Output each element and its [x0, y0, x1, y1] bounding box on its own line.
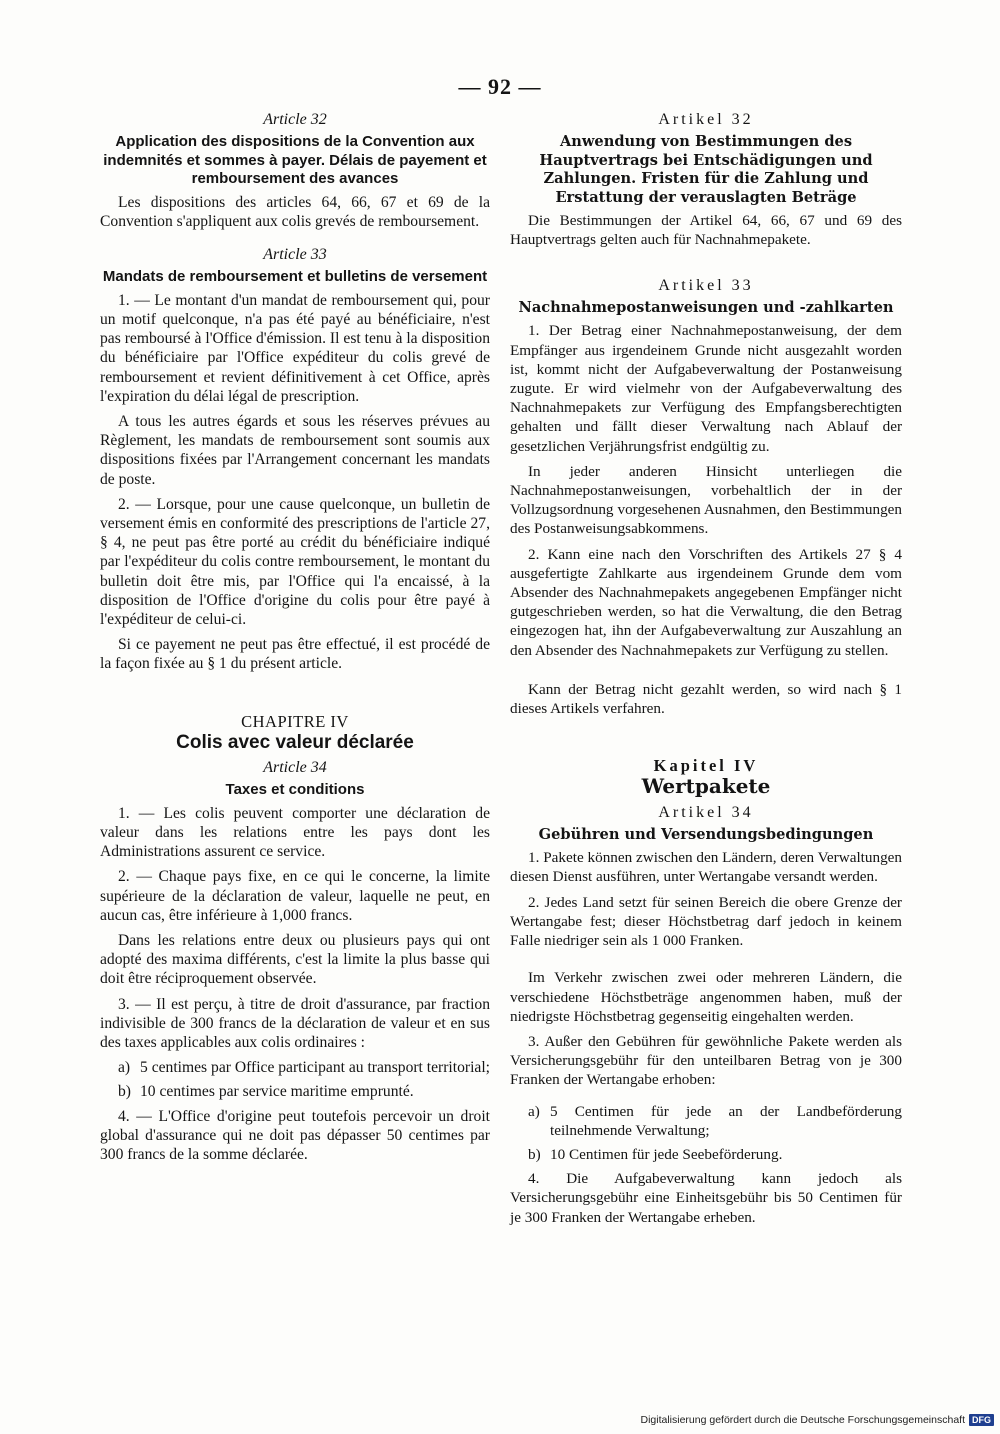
footer-text: Digitalisierung gefördert durch die Deutsche Forschungsgemeinschaft [640, 1414, 965, 1426]
dfg-logo: DFG [969, 1414, 994, 1426]
article-33-paragraph-2-fr: A tous les autres égards et sous les réserves prévues au Règlement, les mandats de remboursement sont soumis aux dispositions fixées par l'Arrangement concernant les mandats de poste. [100, 413, 490, 488]
article-32-heading-de: Anwendung von Bestimmungen des Hauptvertrags bei Entschädigungen und Zahlungen. Fristen für die Zahlung und Erstattung der verauslagten Beträge [539, 133, 873, 206]
article-33-paragraph-1-de: 1. Der Betrag einer Nachnahmepostanweisung, der dem Empfänger aus irgendeinem Grunde nicht ausgezahlt worden ist, kommt nicht der Aufgabeverwaltung der Postanweisung zugute. Er wird vielmehr von der Aufgabeverwaltung des Nachnahmepakets zur Verfügung des Empfangsberechtigten gehalten und fällt dieser Verwaltung nach Ablauf der gesetzlichen Verjährungsfrist endgültig zu. [510, 322, 902, 455]
article-34-paragraph-2-de: 2. Jedes Land setzt für seinen Bereich die obere Grenze der Wertangabe fest; dieser Höchstbetrag darf jedoch in keinem Falle niedriger sein als 1 000 Franken. [510, 893, 902, 950]
article-32-label-de: Artikel 32 [658, 111, 754, 128]
list-text-a-de: 5 Centimen für jede an der Landbeförderung teilnehmende Verwaltung; [550, 1102, 902, 1139]
article-33-heading-de: Nachnahmepostanweisungen und -zahlkarten [518, 298, 894, 316]
list-text-b-fr: 10 centimes par service maritime emprunté. [140, 1083, 414, 1101]
article-34-paragraph-5-de: 4. Die Aufgabeverwaltung kann jedoch als Versicherungsgebühr eine Einheitsgebühr bis 50 Centimen für je 300 Franken der Wertangabe erheben. [510, 1170, 902, 1226]
chapter-title-fr: Colis avec valeur déclarée [176, 731, 414, 753]
article-32-paragraph-de: Die Bestimmungen der Artikel 64, 66, 67 und 69 des Hauptvertrags gelten auch für Nachnahmepakete. [510, 212, 902, 249]
article-32-label-fr: Article 32 [263, 111, 327, 128]
article-34-label-de: Artikel 34 [658, 803, 754, 821]
list-marker-b-de: b) [528, 1145, 541, 1163]
french-column [100, 110, 490, 1170]
article-34-paragraph-4-fr: 3. — Il est perçu, à titre de droit d'assurance, par fraction indivisible de 300 francs de la déclaration de valeur et en sus des taxes applicables aux colis ordinaires : [100, 995, 490, 1052]
article-33-paragraph-1-fr: 1. — Le montant d'un mandat de remboursement qui, pour un motif quelconque, n'a pas été payé au bénéficiaire, n'est pas remboursé à l'Office d'émission. Il est tenu à la disposition du bénéficiaire par l'Office expéditeur du colis grevé de remboursement et revient définitivement à cet Office, après l'expiration du délai légal de prescription. [100, 291, 490, 405]
list-text-b-de: 10 Centimen für jede Seebeförderung. [550, 1145, 783, 1163]
article-34-heading-fr: Taxes et conditions [225, 781, 365, 799]
list-item-b-de [528, 1145, 902, 1164]
article-34-paragraph-4-de: 3. Außer den Gebühren für gewöhnliche Pakete werden als Versicherungsgebühr für den unteilbaren Betrag von je 300 Franken der Wertangabe erhoben: [510, 1032, 902, 1089]
article-33-paragraph-2-de: In jeder anderen Hinsicht unterliegen die Nachnahmepostanweisungen, vorbehaltlich der in der Vollzugsordnung vorgesehenen Ausnahmen, den Bestimmungen des Postanweisungsabkommens. [510, 462, 902, 538]
article-34-heading-de: Gebühren und Versendungsbedingungen [538, 825, 874, 843]
list-item-a-de [528, 1102, 902, 1140]
article-34-paragraph-2-fr: 2. — Chaque pays fixe, en ce qui le concerne, la limite supérieure de la déclaration de valeur, laquelle ne peut, en aucun cas, être inférieure à 1,000 francs. [100, 868, 490, 924]
page-number: — 92 — [458, 74, 542, 99]
article-33-label-de: Artikel 33 [658, 276, 754, 294]
list-marker-b-fr: b) [118, 1083, 131, 1101]
chapter-title-de: Wertpakete [641, 774, 771, 799]
article-34-paragraph-1-fr: 1. — Les colis peuvent comporter une déclaration de valeur dans les relations entre les pays dont les Administrations assurent ce service. [100, 804, 490, 861]
article-33-label-fr: Article 33 [263, 246, 327, 264]
article-32-heading-fr: Application des dispositions de la Convention aux indemnités et sommes à payer. Délais de payement et remboursement des avances [103, 133, 487, 188]
chapter-label-de: Kapitel IV [653, 756, 759, 776]
article-32-paragraph-fr: Les dispositions des articles 64, 66, 67 et 69 de la Convention s'appliquent aux colis grevés de remboursement. [100, 193, 490, 230]
list-item-a-fr [118, 1058, 490, 1077]
article-33-paragraph-3-fr: 2. — Lorsque, pour une cause quelconque, un bulletin de versement émis en conformité des prescriptions de l'article 27, § 4, ne peut pas être porté au crédit du bénéficiaire indiqué par l'expéditeur du colis contre remboursement, le montant du bulletin doit être mis, par l'Office qui l'a encaissé, à la disposition de l'Office d'origine du colis pour être payé à l'expéditeur de celui-ci. [100, 495, 490, 629]
german-column [510, 110, 902, 1233]
article-34-paragraph-1-de: 1. Pakete können zwischen den Ländern, deren Verwaltungen diesen Dienst ausführen, unter Wertangabe versandt werden. [510, 849, 902, 886]
list-item-b-fr [118, 1082, 490, 1101]
article-33-paragraph-3-de: 2. Kann eine nach den Vorschriften des Artikels 27 § 4 ausgefertigte Zahlkarte aus irgendeinem Grunde dem vom Absender des Nachnahmepakets angegebenen Empfänger nicht gutgeschrieben werden, so hat die Verwaltung, die den Betrag eingezogen hat, ihn der Aufgabeverwaltung zur Auszahlung an den Absender des Nachnahmepakets zur Verfügung zu stellen. [510, 545, 902, 659]
article-34-paragraph-5-fr: 4. — L'Office d'origine peut toutefois percevoir un droit global d'assurance qui ne doit pas dépasser 50 centimes par 300 francs de la somme déclarée. [100, 1107, 490, 1164]
list-marker-a-fr: a) [118, 1059, 131, 1077]
article-33-heading-fr: Mandats de remboursement et bulletins de versement [102, 268, 488, 286]
article-33-paragraph-4-fr: Si ce payement ne peut pas être effectué, il est procédé de la façon fixée au § 1 du présent article. [100, 636, 490, 673]
article-34-paragraph-3-fr: Dans les relations entre deux ou plusieurs pays qui ont adopté des maxima différents, c'est la limite la plus basse qui doit être réciproquement observée. [100, 932, 490, 988]
digitization-footer [640, 1414, 994, 1426]
list-marker-a-de: a) [528, 1102, 540, 1120]
article-34-label-fr: Article 34 [263, 759, 327, 777]
list-text-a-fr: 5 centimes par Office participant au transport territorial; [140, 1059, 490, 1077]
article-34-paragraph-3-de: Im Verkehr zwischen zwei oder mehreren Ländern, die verschiedene Höchstbeträge angenommen haben, muß der niedrigste Höchstbetrag gegenseitig eingehalten werden. [510, 969, 902, 1025]
chapter-label-fr: CHAPITRE IV [241, 711, 349, 731]
article-33-paragraph-4-de: Kann der Betrag nicht gezahlt werden, so wird nach § 1 dieses Artikels verfahren. [510, 680, 902, 717]
